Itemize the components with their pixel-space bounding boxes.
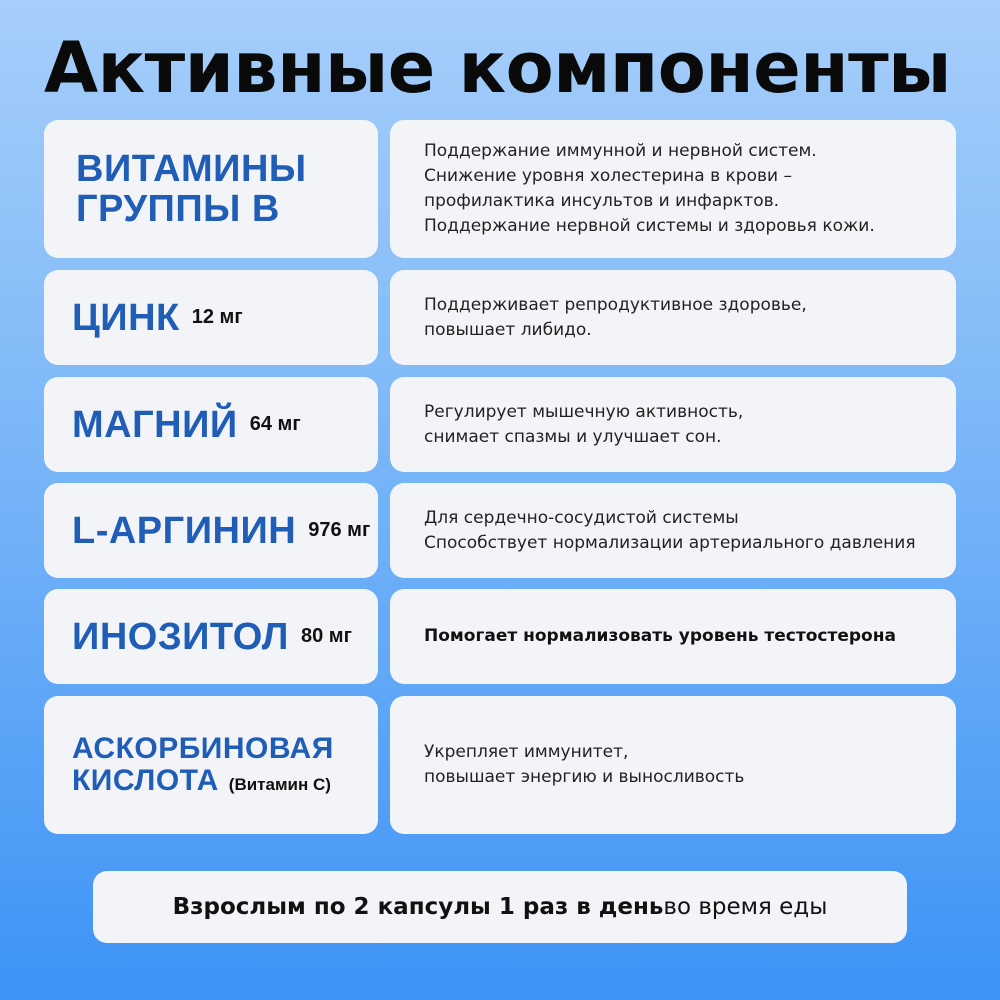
component-name: [72, 733, 334, 797]
description-line: Укрепляет иммунитет,: [424, 742, 629, 762]
description-line: Для сердечно-сосудистой системы: [424, 507, 739, 528]
component-description: [424, 293, 807, 343]
description-line: Регулирует мышечную активность,: [424, 401, 744, 422]
component-desc-card-l-arginine: [390, 483, 956, 578]
page-title: Активные компоненты: [44, 27, 951, 109]
description-line: Поддержание иммунной и нервной систем.: [424, 141, 817, 161]
dosage-instruction-rest: во время еды: [663, 894, 828, 920]
component-name-line2: КИСЛОТА: [72, 764, 219, 797]
component-name-line2: ГРУППЫ В: [76, 188, 280, 230]
component-dose: 12 мг: [191, 306, 243, 328]
description-line: повышает либидо.: [424, 319, 592, 340]
description-line: Поддерживает репродуктивное здоровье,: [424, 294, 807, 315]
component-card-l-arginine: [44, 483, 378, 578]
component-card-inositol: [44, 589, 378, 684]
component-dose: 80 мг: [300, 625, 352, 647]
component-card-magnesium: [44, 377, 378, 472]
component-name: L-АРГИНИН: [72, 509, 297, 552]
component-dose: 64 мг: [249, 413, 301, 435]
component-name: [76, 149, 307, 229]
component-card-ascorbic-acid: [44, 696, 378, 834]
component-desc-card-zinc: [390, 270, 956, 365]
component-description: [424, 139, 875, 239]
component-dose: (Витамин С): [228, 775, 331, 794]
description-line: Помогает нормализовать уровень тестостерона: [424, 626, 896, 646]
component-description: [424, 400, 743, 450]
dosage-instruction-bold: Взрослым по 2 капсулы 1 раз в день: [172, 894, 664, 920]
description-line: Поддержание нервной системы и здоровья кожи.: [424, 216, 875, 236]
component-description: [424, 740, 744, 790]
component-desc-card-vitamins-b: [390, 120, 956, 258]
component-desc-card-ascorbic-acid: [390, 696, 956, 834]
component-desc-card-magnesium: [390, 377, 956, 472]
component-dose: 976 мг: [308, 519, 371, 541]
component-card-zinc: [44, 270, 378, 365]
dosage-instruction-banner: [93, 871, 907, 943]
component-name: ЦИНК: [72, 296, 180, 339]
component-name-line1: ВИТАМИНЫ: [76, 148, 307, 190]
component-card-vitamins-b: [44, 120, 378, 258]
component-name: ИНОЗИТОЛ: [72, 615, 289, 658]
description-line: Способствует нормализации артериального давления: [424, 532, 916, 553]
description-line: Снижение уровня холестерина в крови –: [424, 166, 792, 186]
component-description: [424, 506, 916, 556]
component-description: [424, 624, 896, 649]
description-line: профилактика инсультов и инфарктов.: [424, 191, 780, 211]
component-name: МАГНИЙ: [72, 403, 238, 446]
component-desc-card-inositol: [390, 589, 956, 684]
description-line: повышает энергию и выносливость: [424, 767, 745, 787]
description-line: снимает спазмы и улучшает сон.: [424, 426, 722, 447]
component-name-line1: АСКОРБИНОВАЯ: [72, 732, 334, 765]
